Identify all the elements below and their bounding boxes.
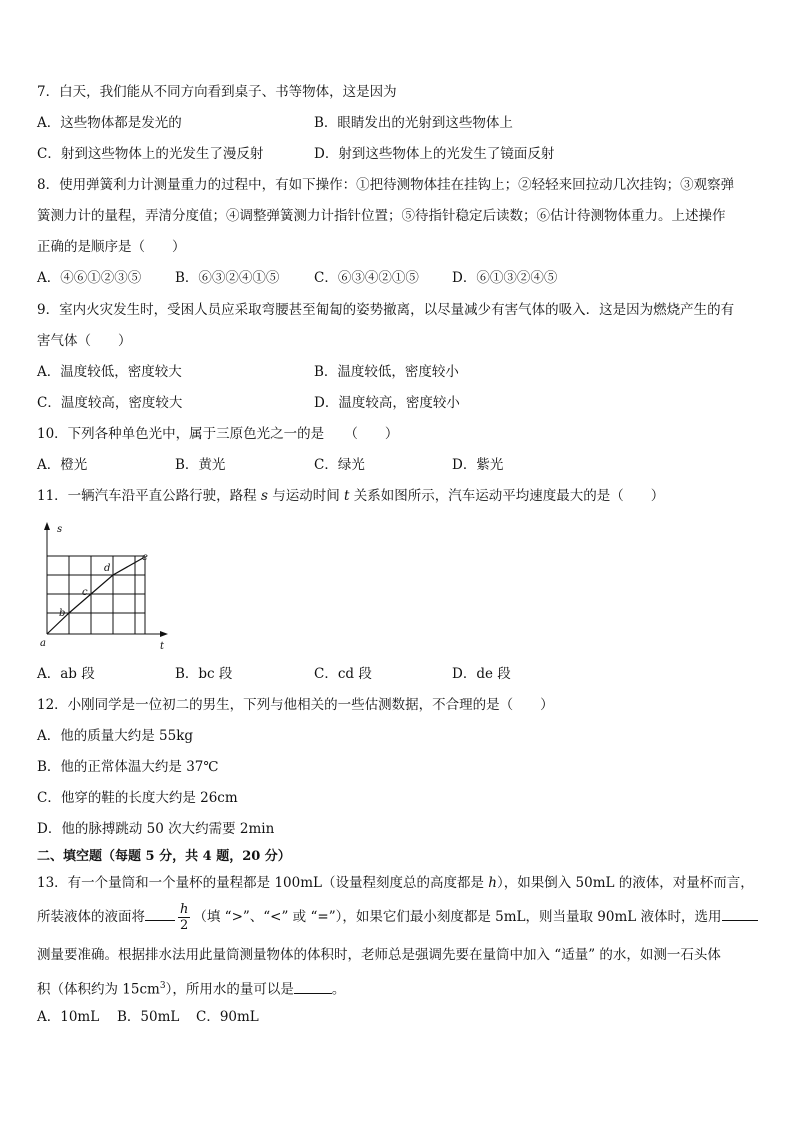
t-axis-arrow bbox=[160, 631, 168, 637]
q11-option-b: B．bc 段 bbox=[175, 666, 233, 682]
s-axis-arrow bbox=[44, 522, 50, 530]
q11-stem bbox=[37, 486, 664, 506]
q13-line2-part2: （填 “>”、“<” 或 “=”），如果它们最小刻度都是 5mL，则当量取 90mL 液体时，选用 bbox=[193, 909, 722, 925]
q11-stem-part3: 关系如图所示，汽车运动平均速度最大的是（ ） bbox=[349, 488, 665, 504]
q13-line4-part2: ），所用水的量可以是 bbox=[165, 981, 294, 998]
q8-stem-line1: 8．使用弹簧利力计测量重力的过程中，有如下操作：①把待测物体挂在挂钩上；②轻轻来回拉动几次挂钩；③观察弹 bbox=[37, 177, 735, 193]
q8-stem-line3: 正确的是顺序是（ ） bbox=[37, 239, 186, 255]
q13-line4-end: 。 bbox=[331, 981, 346, 998]
q7-option-c: C．射到这些物体上的光发生了漫反射 bbox=[37, 146, 264, 162]
point-c-label: c bbox=[82, 587, 88, 598]
q8-option-a: A．④⑥①②③⑤ bbox=[37, 270, 142, 286]
q7-option-a: A．这些物体都是发光的 bbox=[37, 115, 182, 131]
q12-option-c: C．他穿的鞋的长度大约是 26cm bbox=[37, 790, 238, 806]
q13-line4 bbox=[37, 976, 345, 1000]
q11-stem-part1: 11．一辆汽车沿平直公路行驶，路程 bbox=[37, 488, 261, 504]
q12-option-a: A．他的质量大约是 55kg bbox=[37, 728, 194, 744]
q11-option-d: D．de 段 bbox=[452, 666, 511, 682]
q9-option-c: C．温度较高，密度较大 bbox=[37, 395, 183, 411]
q10-option-d: D．紫光 bbox=[452, 457, 504, 473]
q9-stem-line1: 9．室内火灾发生时，受困人员应采取弯腰甚至匍匐的姿势撤离，以尽量减少有害气体的吸入．这是因为燃烧产生的有 bbox=[37, 302, 735, 318]
q13-option-c: C．90mL bbox=[196, 1009, 259, 1025]
s-t-graph bbox=[36, 520, 176, 652]
q13-var-h: h bbox=[488, 875, 497, 891]
q12-option-d: D．他的脉搏跳动 50 次大约需要 2min bbox=[37, 821, 275, 837]
section2-title: 二、填空题（每题 5 分，共 4 题，20 分） bbox=[37, 849, 291, 864]
q13-fraction bbox=[178, 902, 190, 933]
q11-var-t: t bbox=[344, 488, 350, 504]
fraction-numerator: h bbox=[180, 902, 189, 917]
q9-option-d: D．温度较高，密度较小 bbox=[314, 395, 460, 411]
q7-option-b: B．眼睛发出的光射到这些物体上 bbox=[314, 115, 513, 131]
q8-stem-line2: 簧测力计的量程，弄清分度值；④调整弹簧测力计指针位置；⑤待指针稳定后读数；⑥估计待测物体重力。上述操作 bbox=[37, 208, 726, 224]
point-a-label: a bbox=[40, 638, 46, 649]
s-axis-label: s bbox=[57, 524, 63, 535]
motion-line bbox=[47, 558, 143, 634]
q13-option-a: A．10mL bbox=[37, 1009, 100, 1025]
q13-line1 bbox=[37, 873, 754, 893]
t-axis-label: t bbox=[160, 641, 165, 652]
q13-blank-compare[interactable] bbox=[145, 906, 175, 921]
point-d-label: d bbox=[104, 563, 111, 574]
q12-stem: 12．小刚同学是一位初二的男生，下列与他相关的一些估测数据，不合理的是（ ） bbox=[37, 697, 554, 713]
point-b-label: b bbox=[59, 608, 66, 619]
q10-option-a: A．橙光 bbox=[37, 457, 88, 473]
q10-option-b: B．黄光 bbox=[175, 457, 226, 473]
q9-stem-line2: 害气体（ ） bbox=[37, 333, 132, 349]
q10-option-c: C．绿光 bbox=[314, 457, 365, 473]
fraction-denominator: 2 bbox=[180, 918, 189, 933]
q11-var-s: s bbox=[260, 488, 268, 504]
q13-line2-part1: 所装液体的液面将 bbox=[37, 909, 145, 925]
q9-option-b: B．温度较低，密度较小 bbox=[314, 364, 459, 380]
point-e-label: e bbox=[142, 552, 148, 563]
q13-line4-part1: 积（体积约为 15cm bbox=[37, 981, 160, 998]
q13-option-b: B．50mL bbox=[117, 1009, 180, 1025]
q9-option-a: A．温度较低，密度较大 bbox=[37, 364, 182, 380]
q11-option-a: A．ab 段 bbox=[37, 666, 95, 682]
q8-option-c: C．⑥③④②①⑤ bbox=[314, 270, 419, 286]
q12-option-b: B．他的正常体温大约是 37℃ bbox=[37, 759, 219, 775]
q13-line2 bbox=[37, 900, 758, 934]
q8-option-d: D．⑥①③②④⑤ bbox=[452, 270, 558, 286]
q13-superscript: 3 bbox=[159, 981, 166, 991]
q7-option-d: D．射到这些物体上的光发生了镜面反射 bbox=[314, 146, 555, 162]
q13-line3: 测量要准确。根据排水法用此量筒测量物体的体积时，老师总是强调先要在量筒中加入 “适量” 的水，如测一石头体 bbox=[37, 947, 721, 963]
q8-option-b: B．⑥③②④①⑤ bbox=[175, 270, 280, 286]
q13-blank-instrument[interactable] bbox=[722, 906, 758, 921]
q7-stem: 7．白天，我们能从不同方向看到桌子、书等物体，这是因为 bbox=[37, 84, 397, 100]
q10-stem: 10．下列各种单色光中，属于三原色光之一的是 （ ） bbox=[37, 426, 399, 442]
q11-option-c: C．cd 段 bbox=[314, 666, 372, 682]
q13-blank-water[interactable] bbox=[294, 979, 332, 994]
q13-line1-part1: 13．有一个量筒和一个量杯的量程都是 100mL（设量程刻度总的高度都是 bbox=[37, 875, 489, 891]
q13-line1-part2: ），如果倒入 50mL 的液体，对量杯而言， bbox=[497, 875, 754, 891]
q11-stem-part2: 与运动时间 bbox=[267, 488, 345, 504]
